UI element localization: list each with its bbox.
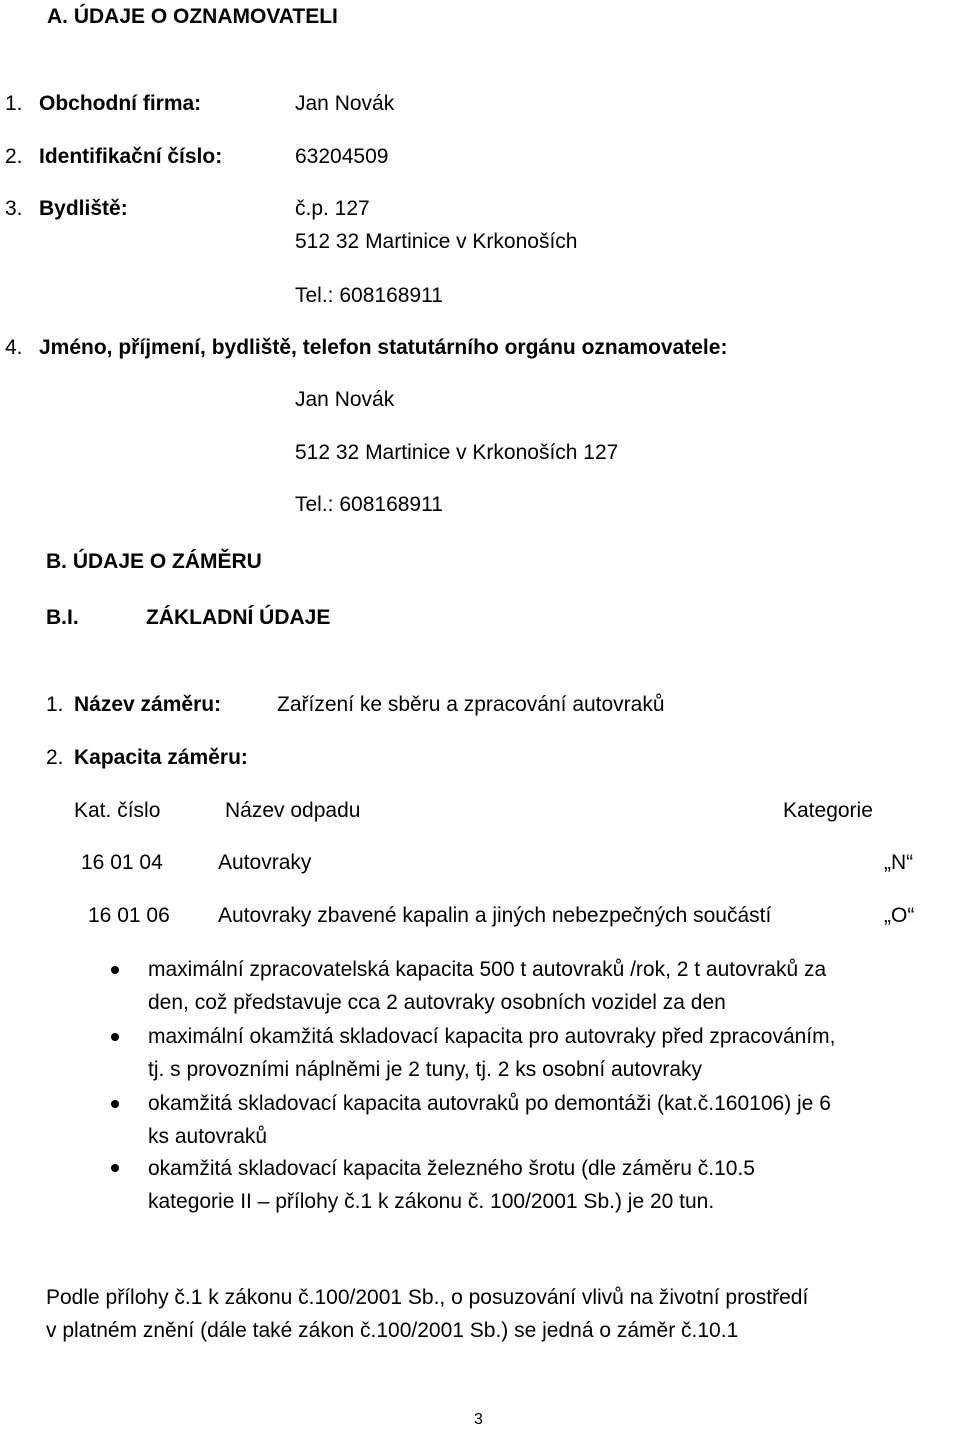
bullet-icon	[111, 1164, 119, 1172]
row-code: 16 01 06	[88, 904, 170, 927]
b-item-2-number: 2.	[46, 746, 64, 769]
bullet-icon	[111, 1100, 119, 1108]
row-name: Autovraky zbavené kapalin a jiných nebezpečných součástí	[218, 904, 772, 927]
item-3-number: 3.	[5, 197, 23, 220]
subsection-title: ZÁKLADNÍ ÚDAJE	[146, 606, 331, 629]
table-header-name: Název odpadu	[225, 799, 361, 822]
subsection-number: B.I.	[46, 606, 79, 629]
item-1-number: 1.	[5, 92, 23, 115]
bullet-line-2: kategorie II – přílohy č.1 k zákonu č. 100/2001 Sb.) je 20 tun.	[148, 1190, 715, 1213]
table-header-code: Kat. číslo	[74, 799, 161, 822]
item-1-label: Obchodní firma:	[39, 92, 202, 115]
closing-line-2: v platném znění (dále také zákon č.100/2001 Sb.) se jedná o záměr č.10.1	[46, 1319, 739, 1342]
item-3-value: č.p. 127	[295, 197, 370, 220]
statutory-address: 512 32 Martinice v Krkonoších 127	[295, 441, 619, 464]
section-a-title: A. ÚDAJE O OZNAMOVATELI	[47, 5, 338, 28]
bullet-line-1: maximální zpracovatelská kapacita 500 t autovraků /rok, 2 t autovraků za	[148, 958, 827, 981]
bullet-icon	[111, 966, 119, 974]
bullet-line-1: maximální okamžitá skladovací kapacita pro autovraky před zpracováním,	[148, 1025, 836, 1048]
bullet-line-2: den, což představuje cca 2 autovraky osobních vozidel za den	[148, 991, 726, 1014]
row-category: „N“	[884, 851, 914, 874]
telephone: Tel.: 608168911	[295, 284, 443, 307]
item-4-label: Jméno, příjmení, bydliště, telefon statutárního orgánu oznamovatele:	[39, 336, 728, 359]
item-3-label: Bydliště:	[39, 197, 128, 220]
item-4-number: 4.	[5, 336, 23, 359]
bullet-line-2: tj. s provozními náplněmi je 2 tuny, tj. 2 ks osobní autovraky	[148, 1058, 703, 1081]
row-name: Autovraky	[218, 851, 312, 874]
statutory-name: Jan Novák	[295, 388, 395, 411]
closing-line-1: Podle přílohy č.1 k zákonu č.100/2001 Sb., o posuzování vlivů na životní prostředí	[46, 1286, 809, 1309]
item-1-value: Jan Novák	[295, 92, 395, 115]
page-number: 3	[474, 1411, 483, 1428]
b-item-1-label: Název záměru:	[74, 693, 222, 716]
table-header-category: Kategorie	[783, 799, 873, 822]
bullet-line-1: okamžitá skladovací kapacita autovraků po demontáži (kat.č.160106) je 6	[148, 1092, 831, 1115]
statutory-telephone: Tel.: 608168911	[295, 493, 443, 516]
b-item-2-label: Kapacita záměru:	[74, 746, 248, 769]
item-2-value: 63204509	[295, 145, 389, 168]
row-category: „O“	[884, 904, 915, 927]
item-2-label: Identifikační číslo:	[39, 145, 223, 168]
section-b-title: B. ÚDAJE O ZÁMĚRU	[46, 550, 262, 573]
row-code: 16 01 04	[81, 851, 163, 874]
b-item-1-value: Zařízení ke sběru a zpracování autovraků	[277, 693, 665, 716]
bullet-icon	[111, 1033, 119, 1041]
bullet-line-1: okamžitá skladovací kapacita železného šrotu (dle záměru č.10.5	[148, 1157, 755, 1180]
address-line-2: 512 32 Martinice v Krkonoších	[295, 230, 578, 253]
b-item-1-number: 1.	[46, 693, 64, 716]
bullet-line-2: ks autovraků	[148, 1125, 268, 1148]
item-2-number: 2.	[5, 145, 23, 168]
